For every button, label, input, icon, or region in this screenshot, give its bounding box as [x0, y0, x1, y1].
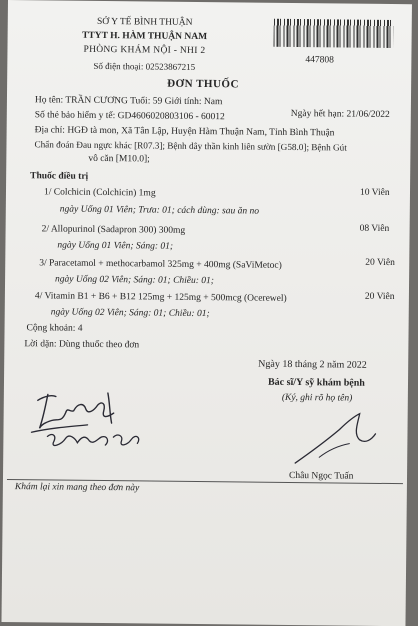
medicine-qty: 20 Viên: [364, 291, 395, 303]
footer-note: Khám lại xin mang theo đơn này: [14, 482, 140, 494]
insurance-line: Số thẻ bảo hiểm y tế: GD4606020803106 - 60012: [34, 110, 225, 123]
medicine-name: 2/ Allopurinol (Sadapron 300) 300mg: [41, 224, 186, 236]
medicine-name: 1/ Colchicin (Colchicin) 1mg: [43, 187, 156, 199]
address-line: Địa chỉ: HGĐ tà mon, Xã Tân Lập, Huyện Hàm Thuận Nam, Tỉnh Bình Thuận: [34, 125, 335, 139]
doctor-name: Châu Ngọc Tuấn: [288, 470, 354, 482]
barcode: [274, 19, 394, 48]
total-count: Cộng khoản: 4: [26, 323, 83, 334]
medicine-name: 4/ Vitamin B1 + B6 + B12 125mg + 125mg + 500mcg (Ocerewel): [34, 291, 287, 304]
expiry-line: Ngày hết hạn: 21/06/2022: [290, 108, 390, 121]
doctor-signature-note: (Ký, ghi rõ họ tên): [281, 392, 353, 404]
doctor-signature: [289, 409, 390, 470]
medicine-qty: 10 Viên: [359, 187, 390, 199]
header-clinic: PHÒNG KHÁM NỘI - NHI 2: [83, 44, 206, 57]
patient-name-line: Họ tên: TRẦN CƯƠNG Tuổi: 59 Giới tính: Nam: [34, 95, 223, 108]
diagnosis-line-continued: vô căn [M10.0];: [88, 153, 150, 165]
header-center: TTYT H. HÀM THUẬN NAM: [82, 30, 208, 43]
medicine-qty: 20 Viên: [365, 257, 395, 269]
header-department: SỞ Y TẾ BÌNH THUẬN: [96, 16, 193, 28]
diagnosis-line: Chẩn đoán Đau ngực khác [R07.3]; Bệnh dây thần kinh liên sườn [G58.0]; Bệnh Gút: [34, 139, 347, 153]
advice: Lời dặn: Dùng thuốc theo đơn: [24, 339, 140, 351]
medicine-usage: ngày Uống 01 Viên; Sáng: 01;: [57, 240, 174, 252]
medicine-usage: ngày Uống 02 Viên; Sáng: 01; Chiều: 01;: [50, 307, 210, 320]
barcode-number: 447808: [305, 55, 334, 66]
issue-date: Ngày 18 tháng 2 năm 2022: [258, 358, 367, 371]
medicine-qty: 08 Viên: [359, 223, 390, 235]
header-phone: Số điện thoại: 02523867215: [93, 60, 196, 72]
treatment-heading: Thuốc điều trị: [30, 171, 89, 182]
patient-signature: [17, 382, 178, 464]
medicine-usage: ngày Uống 02 Viên; Sáng: 01; Chiều: 01;: [55, 274, 215, 287]
page-title: ĐƠN THUỐC: [167, 77, 240, 91]
doctor-title: Bác sĩ/Y sỹ khám bệnh: [267, 376, 365, 389]
prescription-paper: [1, 0, 411, 626]
medicine-name: 3/ Paracetamol + methocarbamol 325mg + 400mg (SaViMetoc): [39, 258, 282, 271]
medicine-usage: ngày Uống 01 Viên; Trưa: 01; cách dùng: sau ăn no: [59, 204, 260, 217]
